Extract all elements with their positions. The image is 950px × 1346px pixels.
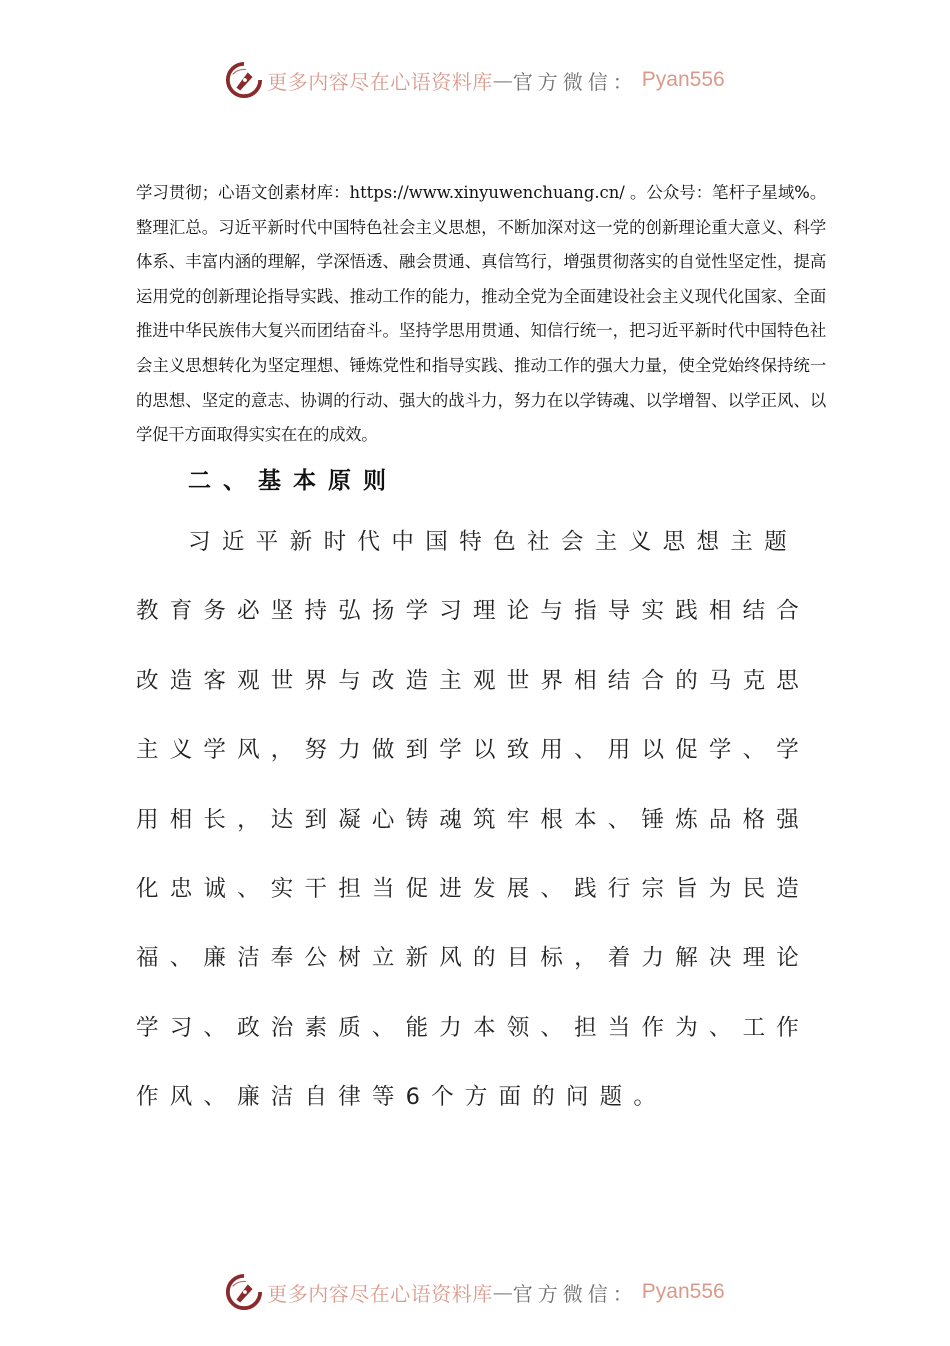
pen-nib-logo-icon [225,1273,263,1311]
footer-dash: — [492,1280,513,1304]
header-dash: — [492,68,513,92]
footer-wechat-label: 官方微信： [512,1281,638,1306]
intro-rest: 。公众号：笔杆子星域%。整理汇总。习近平新时代中国特色社会主义思想，不断加深对这一党的创新理论重大意义、科学体系、丰富内涵的理解，学深悟透、融会贯通、真信笃行，增强贯彻落实的自觉性坚定性，提高运用党的创新理论指导实践、推动工作的能力，推动全党为全面建设社会主义现代化国家、全面推进中华民族伟大复兴而团结奋斗。坚持学思用贯通、知信行统一，把习近平新时代中国特色社会主义思想转化为坚定理想、锤炼党性和指导实践、推动工作的强大力量，使全党始终保持统一的思想、坚定的意志、协调的行动、强大的战斗力，努力在以学铸魂、以学增智、以学正风、以学促干方面取得实实在在的成效。 [136,183,826,445]
pen-nib-logo-icon [225,61,263,99]
paragraph-line: 教育务必坚持弘扬学习理论与指导实践相结合 [136,598,811,625]
paragraph-line: 化忠诚、实干担当促进发展、践行宗旨为民造 [136,875,811,902]
footer-promo-text: 更多内容尽在心语资料库 [267,1281,493,1306]
header-promo-text: 更多内容尽在心语资料库 [267,69,493,94]
header-wechat-label: 官方微信： [512,69,638,94]
intro-paragraph [136,176,826,453]
paragraph-line: 习近平新时代中国特色社会主义思想主题 [188,529,799,555]
paragraph-line: 用相长，达到凝心铸魂筑牢根本、锤炼品格强 [136,806,811,833]
paragraph-line: 福、廉洁奉公树立新风的目标，着力解决理论 [136,945,811,972]
section-heading: 二、基本原则 [188,468,398,494]
footer-banner [0,1270,950,1314]
principles-paragraph [136,522,826,1147]
header-wechat-id: Pyan556 [641,68,725,91]
footer-wechat-id: Pyan556 [641,1280,725,1303]
paragraph-line: 改造客观世界与改造主观世界相结合的马克思 [136,667,811,694]
paragraph-line: 作风、廉洁自律等6个方面的问题。 [136,1084,668,1111]
source-url: https://www.xinyuwenchuang.cn/ [349,183,625,202]
intro-prefix: 学习贯彻；心语文创素材库： [136,183,350,202]
paragraph-line: 主义学风，努力做到学以致用、用以促学、学 [136,737,811,764]
header-banner [0,58,950,102]
paragraph-line: 学习、政治素质、能力本领、担当作为、工作 [136,1014,811,1041]
